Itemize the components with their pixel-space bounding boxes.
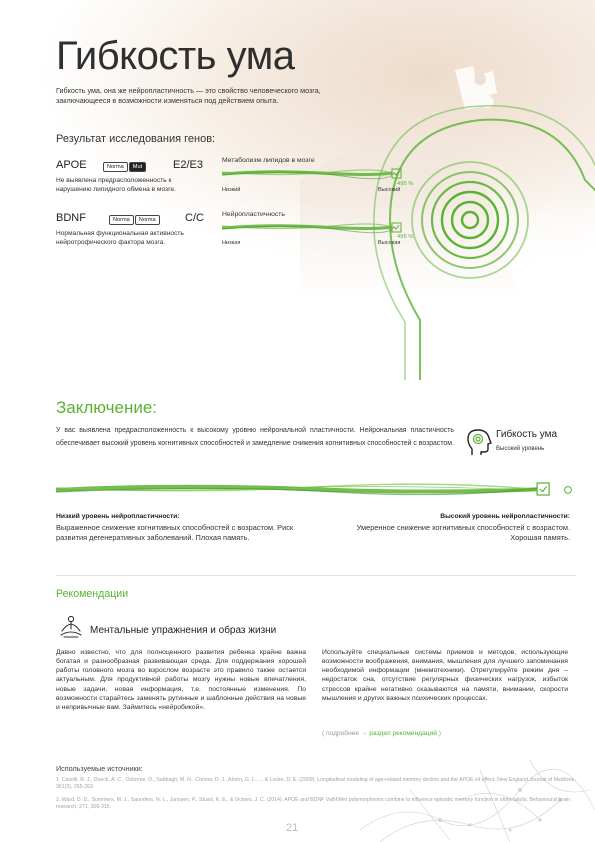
allele-pills xyxy=(103,158,147,176)
bar-high-label: Высокий xyxy=(378,187,401,193)
badge-subtitle: Высокий уровень xyxy=(496,446,545,452)
recommendations-right-text: Используйте специальные системы приемов и методов, использующие возможности воображения, внимания, мышления для лучшего запоминания необходимой информации (мнемотехники). Отрегулируйте режим дня – недостаток сна, отсутствие регулярных физических нагрузок, избыток стрессов крайне негативно сказываются на памяти, внимании, скорости мышления и других важных психических процессах. xyxy=(322,649,568,702)
gene-name: APOE xyxy=(56,159,87,171)
bar-low-label: Низкий xyxy=(222,187,241,193)
recommendations-title: Рекомендации xyxy=(56,588,129,600)
genotype: E2/E3 xyxy=(173,159,203,171)
allele-pill: Norma xyxy=(135,215,160,225)
more-prefix: ( подробнее → xyxy=(322,730,368,737)
more-suffix: ) xyxy=(438,730,441,737)
percent-label: 495 % xyxy=(397,181,414,187)
bar-title: Метаболизм липидов в мозге xyxy=(222,157,315,164)
low-level-heading: Низкий уровень нейропластичности: xyxy=(56,513,180,520)
gene-name: BDNF xyxy=(56,212,86,224)
genotype: C/C xyxy=(185,212,204,224)
high-level-heading: Высокий уровень нейропластичности: xyxy=(440,513,570,520)
conclusion-text: У вас выявлена предрасположенность к высокому уровню нейрональной пластичности. Нейрональная пластичность обеспечивает высокий уровень когнитивных способностей и замедление снижения когнитивных способностей с возрастом. xyxy=(56,427,454,448)
meditation-icon xyxy=(58,615,84,639)
badge-title: Гибкость ума xyxy=(496,429,558,440)
level-bar xyxy=(222,168,422,184)
source-item: 2. Ward, D. D., Summers, M. J., Saunders, N. L., Janssen, P., Stuart, K. E., & Vickers, J. C. (2014). APOE and BDNF Val66Met polymorphisms combine to influence episodic memory function in older adults. Behavioural brain research, 271, 309-315. xyxy=(56,797,570,811)
bar-low-label: Низкая xyxy=(222,240,241,246)
bar-high-label: Высокая xyxy=(378,240,401,246)
source-item: 1. Caselli, R. J., Dueck, A. C., Osborne, D., Sabbagh, M. N., Connor, D. J., Ahern, G. L., ... & Locke, D. E. (2009). Longitudinal modeling of age-related memory decline and the APOE ε4 effect. New England Journal of Medicine, 361(3), 255-263. xyxy=(56,777,576,791)
divider xyxy=(56,575,576,576)
page-title: Гибкость ума xyxy=(56,34,295,78)
bar-title: Нейропластичность xyxy=(222,211,285,218)
sources-title: Используемые источники: xyxy=(56,764,143,773)
allele-pill: Mut xyxy=(129,162,146,172)
allele-pills xyxy=(109,211,161,229)
intro-text: Гибкость ума, она же нейропластичность — это свойство человеческого мозга, заключающееся в возможности изменяться под действием опыта. xyxy=(56,86,321,105)
head-silhouette-spiral-icon xyxy=(330,60,595,380)
gene-description: Нормальная функциональная активность нейротрофического фактора мозга. xyxy=(56,230,184,246)
head-spiral-icon xyxy=(466,428,492,456)
neuroplasticity-level-bar xyxy=(56,480,576,500)
low-level-text: Выраженное снижение когнитивных способностей с возрастом. Риск развития дегенеративных заболеваний. Плохая память. xyxy=(56,523,294,542)
high-level-text: Умеренное снижение когнитивных способностей с возрастом. Хорошая память. xyxy=(356,523,570,542)
gene-description: Не выявлена предрасположенность к нарушению липидного обмена в мозге. xyxy=(56,177,176,193)
percent-label: 495 % xyxy=(397,234,414,240)
page-number: 21 xyxy=(286,822,299,834)
level-marker xyxy=(537,483,549,495)
genes-section-title: Результат исследования генов: xyxy=(56,133,216,145)
recommendations-subtitle: Ментальные упражнения и образ жизни xyxy=(90,625,277,636)
allele-pill: Norma xyxy=(103,162,128,172)
conclusion-title: Заключение: xyxy=(56,398,158,417)
recommendations-left-text: Давно известно, что для полноценного развития ребенка крайне важна богатая и разнообразная развивающая среда. Для поддержания хорошей работы головного мозга во взрослом возрасте это правило также остается актуальным. Для продуктивной работы мозгу нужны новые впечатления, новые задачи, новая информация, т.е. постоянные изменения. По возможности старайтесь заменять рутинные и шаблонные действия на новые и непривычные вам. Займитесь «нейробикой». xyxy=(56,649,306,711)
allele-pill: Norma xyxy=(109,215,134,225)
recommendations-section-link[interactable]: раздел рекомендаций xyxy=(369,730,437,737)
level-bar xyxy=(222,222,422,238)
